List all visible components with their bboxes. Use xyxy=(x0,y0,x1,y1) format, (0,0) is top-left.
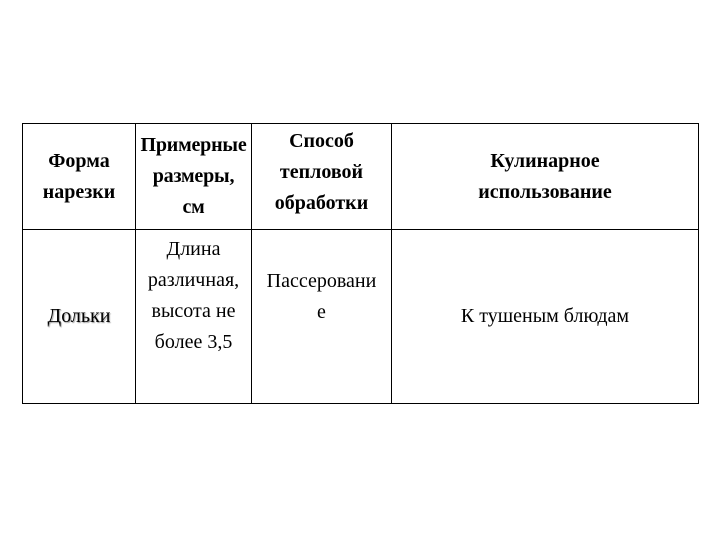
header-heat-method-line-1: Способ xyxy=(289,130,354,152)
header-culinary-use-line-1: Кулинарное xyxy=(490,149,600,172)
cell-shape-text: Дольки xyxy=(47,305,111,327)
cell-shape xyxy=(23,230,136,404)
header-approx-size-line-2: размеры, см xyxy=(152,165,235,218)
cell-size-line-1: Длина xyxy=(166,238,221,260)
cell-usage xyxy=(392,230,699,404)
cell-method xyxy=(252,230,392,404)
cell-size-line-4: более 3,5 xyxy=(154,331,233,353)
header-heat-method-line-3: обработки xyxy=(274,192,369,214)
header-heat-method-line-2: тепловой xyxy=(279,161,364,183)
table-row xyxy=(23,230,699,404)
header-approx-size-line-1: Примерные xyxy=(140,134,247,156)
header-cut-shape xyxy=(23,124,136,230)
cooking-cuts-table xyxy=(22,123,699,404)
header-culinary-use xyxy=(392,124,699,230)
table-header-row xyxy=(23,124,699,230)
cell-size-line-2: различная, xyxy=(147,269,240,291)
cell-size-line-3: высота не xyxy=(151,300,236,322)
cell-size xyxy=(136,230,252,404)
cell-usage-text: К тушеным блюдам xyxy=(460,305,630,327)
cell-method-line-2: е xyxy=(317,301,326,323)
header-approx-size xyxy=(136,124,252,230)
header-cut-shape-line-2: нарезки xyxy=(42,180,116,203)
header-heat-method xyxy=(252,124,392,230)
cell-method-line-1: Пассеровани xyxy=(266,270,377,292)
header-culinary-use-line-2: использование xyxy=(478,180,612,203)
header-cut-shape-line-1: Форма xyxy=(48,149,110,172)
